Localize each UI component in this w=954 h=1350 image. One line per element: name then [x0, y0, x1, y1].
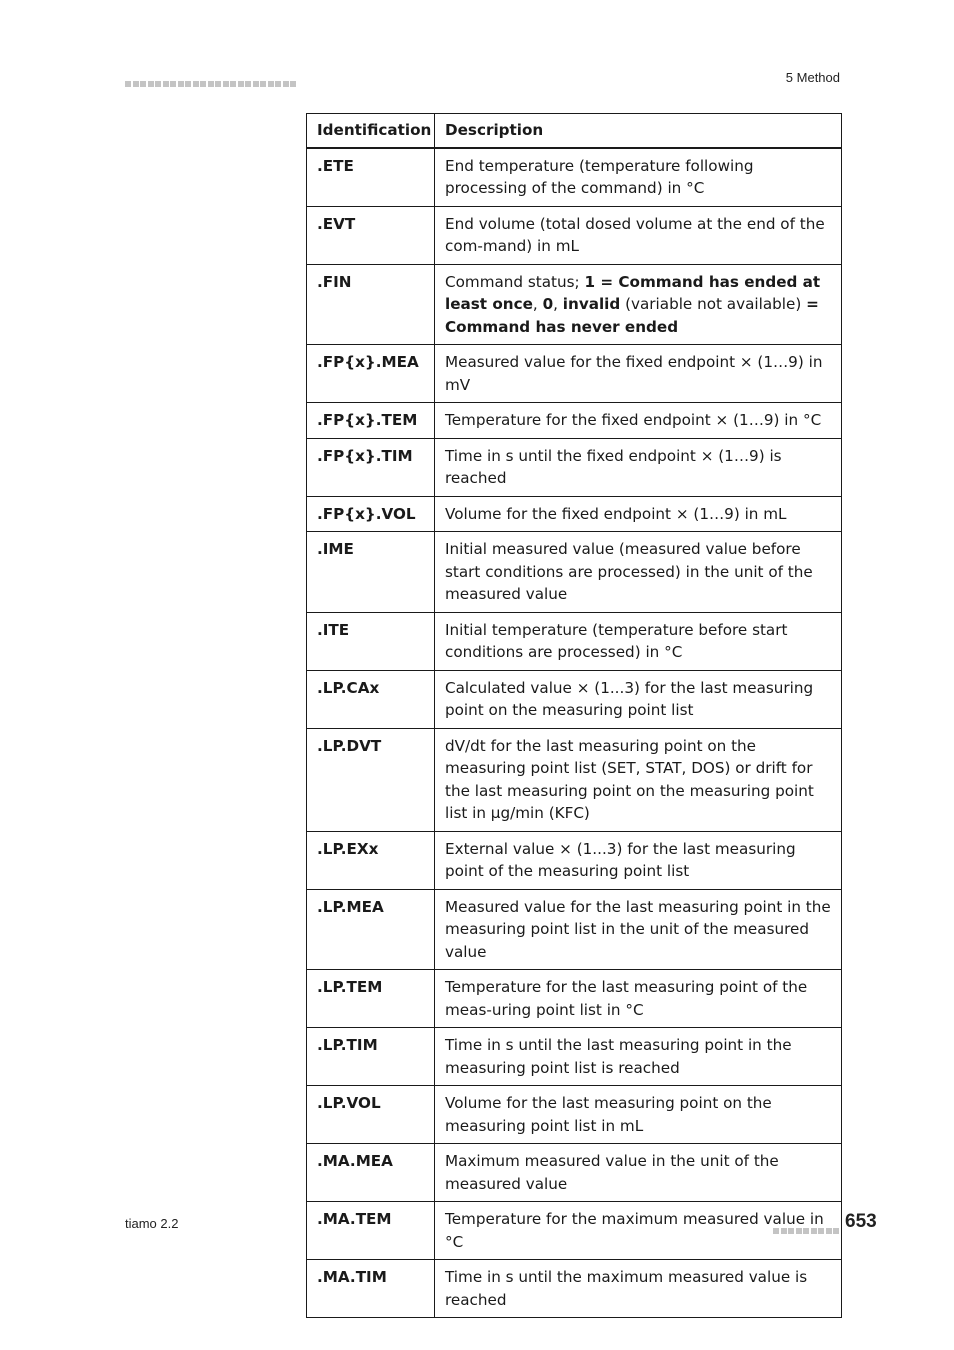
variable-identifier: .LP.DVT	[307, 728, 435, 831]
variable-identifier: .LP.VOL	[307, 1086, 435, 1144]
variable-identifier: .FIN	[307, 264, 435, 345]
column-header-description: Description	[435, 114, 842, 148]
header-decoration-dots	[125, 72, 298, 91]
variable-identifier: .LP.TIM	[307, 1028, 435, 1086]
description-emphasis: 0	[542, 295, 554, 313]
table-row	[307, 889, 842, 970]
description-text: (variable not available)	[620, 295, 807, 313]
table-row	[307, 345, 842, 403]
variable-description: Maximum measured value in the unit of the measured value	[435, 1144, 842, 1202]
variable-identifier: .LP.CAx	[307, 670, 435, 728]
description-emphasis: 1 = Command has ended at least once	[445, 272, 821, 313]
variable-identifier: .FP{x}.MEA	[307, 345, 435, 403]
table-row	[307, 496, 842, 532]
variable-description: dV/dt for the last measuring point on the measuring point list (SET, STAT, DOS) or drift for the last measuring point on the measuring point list in µg/min (KFC)	[435, 728, 842, 831]
footer-decoration-dots	[773, 1219, 841, 1238]
description-emphasis: invalid	[562, 295, 621, 313]
variable-description: Initial temperature (temperature before start conditions are processed) in °C	[435, 612, 842, 670]
table-row	[307, 1144, 842, 1202]
variable-identifier: .ETE	[307, 148, 435, 207]
variable-identifier: .LP.TEM	[307, 970, 435, 1028]
description-text: ,	[553, 295, 563, 313]
table-row	[307, 264, 842, 345]
variable-description: Measured value for the fixed endpoint × (1…9) in mV	[435, 345, 842, 403]
variable-identifier: .MA.TEM	[307, 1202, 435, 1260]
description-text: Command status;	[445, 272, 585, 291]
variable-description: End temperature (temperature following processing of the command) in °C	[435, 148, 842, 207]
page-number: 653	[845, 1211, 877, 1232]
footer-product: tiamo 2.2	[125, 1216, 179, 1231]
variable-identifier: .IME	[307, 532, 435, 613]
variable-description: Temperature for the last measuring point of the meas-uring point list in °C	[435, 970, 842, 1028]
variable-identifier: .FP{x}.VOL	[307, 496, 435, 532]
variable-description: Temperature for the fixed endpoint × (1…9) in °C	[435, 403, 842, 439]
table-header-row	[307, 114, 842, 148]
table-row	[307, 831, 842, 889]
variable-description: Volume for the fixed endpoint × (1…9) in mL	[435, 496, 842, 532]
description-emphasis: = Command has never ended	[445, 295, 819, 336]
variable-description: End volume (total dosed volume at the end of the com-mand) in mL	[435, 206, 842, 264]
description-text: ,	[532, 295, 543, 313]
variable-description: Initial measured value (measured value before start conditions are processed) in the unit of the measured value	[435, 532, 842, 613]
variable-description: Time in s until the fixed endpoint × (1…9) is reached	[435, 438, 842, 496]
variable-identifier: .EVT	[307, 206, 435, 264]
table-row	[307, 1086, 842, 1144]
table-row	[307, 970, 842, 1028]
variable-description: Calculated value × (1...3) for the last measuring point on the measuring point list	[435, 670, 842, 728]
table-row	[307, 1260, 842, 1318]
variable-description: External value × (1...3) for the last measuring point of the measuring point list	[435, 831, 842, 889]
table-row	[307, 148, 842, 207]
column-header-identification: Identification	[307, 114, 435, 148]
variable-identifier: .LP.EXx	[307, 831, 435, 889]
table-row	[307, 1202, 842, 1260]
header-section-title: 5 Method	[785, 70, 840, 85]
variable-identifier: .MA.MEA	[307, 1144, 435, 1202]
table-row	[307, 1028, 842, 1086]
table-row	[307, 670, 842, 728]
variable-identifier: .ITE	[307, 612, 435, 670]
variable-identifier: .FP{x}.TIM	[307, 438, 435, 496]
table-row	[307, 532, 842, 613]
variable-identifier: .LP.MEA	[307, 889, 435, 970]
variable-description: Time in s until the last measuring point in the measuring point list is reached	[435, 1028, 842, 1086]
variable-description: Measured value for the last measuring point in the measuring point list in the unit of the measured value	[435, 889, 842, 970]
variables-table	[306, 113, 842, 1318]
table-row	[307, 403, 842, 439]
table-row	[307, 206, 842, 264]
table-row	[307, 438, 842, 496]
variable-description: Volume for the last measuring point on the measuring point list in mL	[435, 1086, 842, 1144]
variable-identifier: .MA.TIM	[307, 1260, 435, 1318]
table-row	[307, 728, 842, 831]
variable-description: Time in s until the maximum measured value is reached	[435, 1260, 842, 1318]
variable-description: Temperature for the maximum measured value in °C	[435, 1202, 842, 1260]
variable-description	[435, 264, 842, 345]
table-row	[307, 612, 842, 670]
variable-identifier: .FP{x}.TEM	[307, 403, 435, 439]
